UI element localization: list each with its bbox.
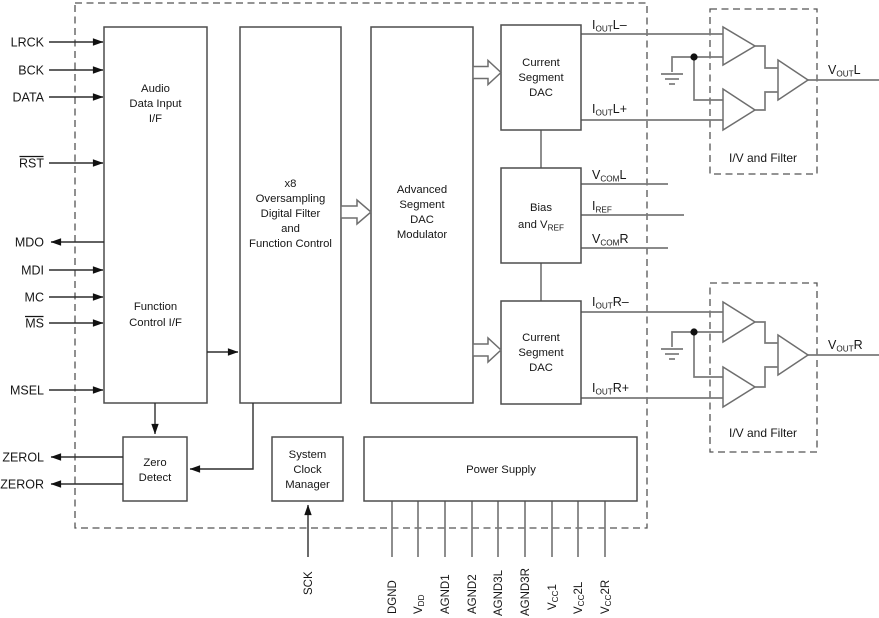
oversampling-label: x8 [284, 178, 297, 190]
vdd-label: VDD [413, 594, 427, 614]
audio-if-label: Audio [141, 83, 170, 95]
bottom-pin-labels [303, 568, 613, 616]
function-if-label: Function [133, 301, 178, 313]
vcc1-label: VCC1 [547, 584, 561, 610]
opamp-icon [723, 367, 755, 407]
power-supply-label: Power Supply [466, 464, 536, 476]
agnd1-label: AGND1 [440, 574, 452, 614]
oversampling-label: and [281, 223, 300, 235]
ioutl-plus-label: $I_{OUT}L+$ [592, 102, 628, 118]
voutr-label: $V_{OUT}R$ [828, 338, 863, 354]
power-pin-wires [392, 501, 605, 557]
modulator-label: DAC [410, 214, 434, 226]
zero-detect-block [123, 437, 187, 501]
opamp-icon [723, 89, 755, 130]
junction-dot-top [690, 53, 697, 60]
opamp-icon [723, 302, 755, 342]
agnd3r-label: AGND3R [520, 568, 532, 616]
bus-arrow-icon [341, 200, 371, 224]
voutl-label: $V_{OUT}L$ [828, 63, 861, 79]
bias-label-line2: and $V_{REF}$ [518, 219, 564, 233]
current-dac-right-label: DAC [529, 362, 553, 374]
bias-label: Bias [530, 202, 552, 214]
pin-label-bck: BCK [18, 63, 44, 78]
current-dac-right-label: Segment [518, 347, 564, 359]
current-dac-left-label: Segment [518, 72, 564, 84]
audio-if-label: I/F [148, 113, 163, 125]
ioutr-minus-label: $I_{OUT}R-$ [592, 295, 629, 311]
iv-filter-bottom-amps [723, 302, 808, 407]
agnd2-label: AGND2 [467, 574, 479, 614]
current-dac-right-label: Current [522, 332, 560, 344]
pin-label-mc: MC [24, 290, 44, 305]
oversampling-label: Digital Filter [260, 208, 321, 220]
iv-filter-bottom-label: I/V and Filter [728, 426, 798, 440]
pin-label-data: DATA [12, 90, 44, 105]
modulator-label: Advanced [396, 184, 448, 196]
pin-label-mdo: MDO [14, 235, 44, 250]
bus-arrow-icon [473, 61, 501, 85]
opamp-icon [778, 335, 808, 375]
sck-label: SCK [303, 571, 315, 595]
pin-label-zerol: ZEROL [2, 450, 44, 465]
current-dac-left-label: Current [522, 57, 560, 69]
pin-label-rst: RST [19, 156, 44, 171]
audio-if-label: Data Input [129, 98, 182, 110]
bus-arrow-icon [473, 338, 501, 362]
vcoml-label: $V_{COM}L$ [592, 168, 627, 184]
pin-label-zeror: ZEROR [0, 477, 44, 492]
bias-vref-block [501, 168, 581, 263]
function-if-label: Control I/F [129, 317, 182, 329]
ground-network-top [661, 53, 723, 100]
ioutl-minus-label: $I_{OUT}L-$ [592, 18, 627, 34]
current-dac-left-label: DAC [529, 87, 553, 99]
modulator-label: Modulator [396, 229, 448, 241]
opamp-icon [723, 27, 755, 65]
vcomr-label: $V_{COM}R$ [592, 232, 629, 248]
oversampling-label: Function Control [249, 238, 332, 250]
zero-detect-label: Zero [143, 457, 167, 469]
iv-filter-top-amps [723, 27, 808, 130]
system-clock-label: Clock [293, 464, 322, 476]
vcc2l-label: VCC2L [573, 581, 587, 614]
junction-dot-bottom [690, 328, 697, 335]
ground-network-bottom [661, 328, 723, 377]
iref-label: $I_{REF}$ [592, 199, 612, 215]
zero-detect-label: Detect [138, 472, 172, 484]
pin-label-mdi: MDI [21, 263, 44, 278]
left-pin-labels [0, 36, 44, 492]
opamp-icon [778, 60, 808, 100]
modulator-label: Segment [399, 199, 445, 211]
dgnd-label: DGND [387, 580, 399, 614]
agnd3l-label: AGND3L [493, 569, 505, 616]
vcc2r-label: VCC2R [600, 579, 614, 614]
iv-filter-top-label: I/V and Filter [728, 151, 798, 165]
pin-label-msel: MSEL [9, 383, 44, 398]
oversampling-label: Oversampling [255, 193, 326, 205]
pin-label-lrck: LRCK [10, 35, 44, 50]
system-clock-label: System [288, 449, 327, 461]
ioutr-plus-label: $I_{OUT}R+$ [592, 381, 630, 397]
pin-label-ms: MS [25, 316, 44, 331]
filter-to-zerodetect-arrow [190, 403, 253, 469]
system-clock-label: Manager [285, 479, 330, 491]
